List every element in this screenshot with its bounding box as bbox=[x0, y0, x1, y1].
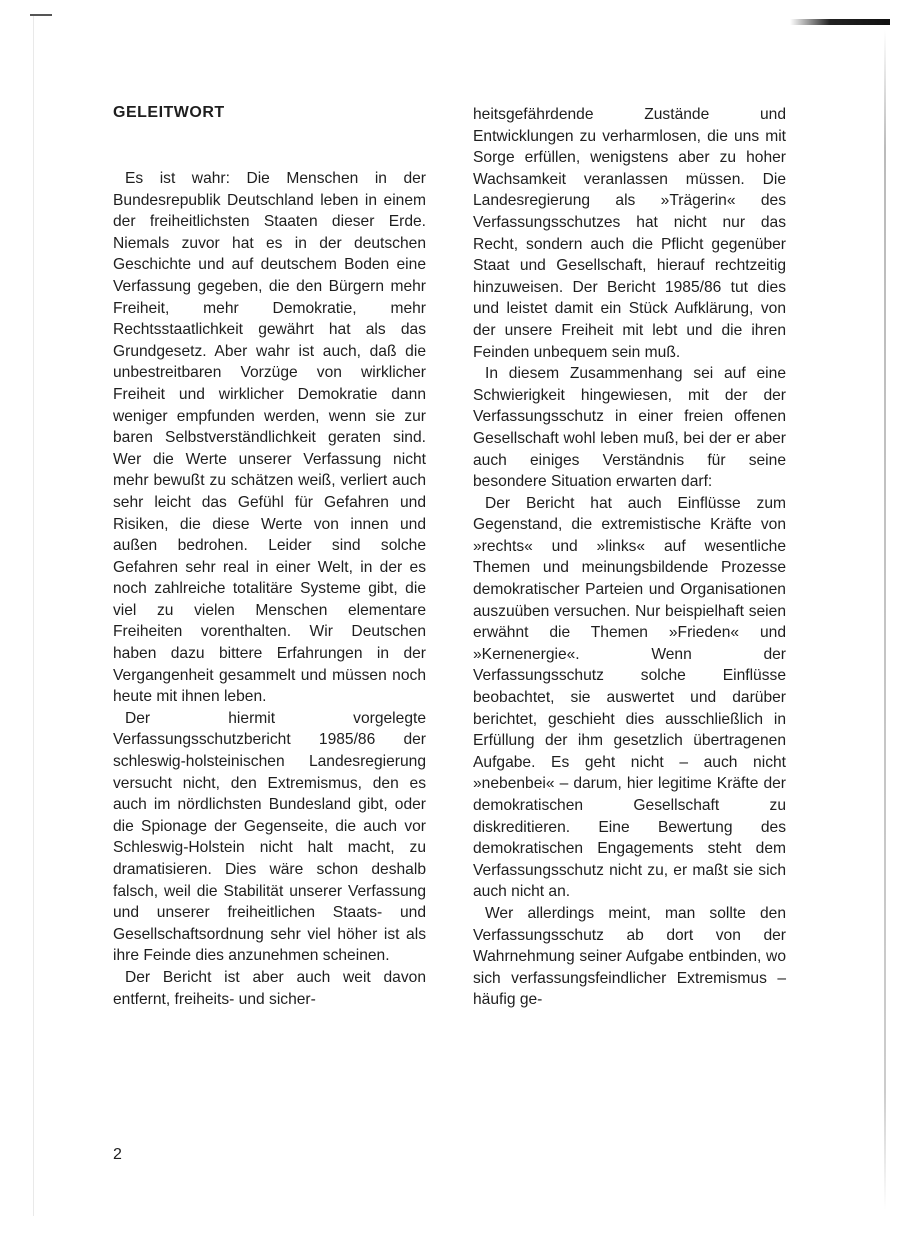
right-column bbox=[473, 104, 786, 1011]
scan-edge-right bbox=[884, 30, 886, 1210]
page-number: 2 bbox=[113, 1146, 122, 1163]
scan-mark-top-left bbox=[30, 14, 52, 16]
scan-edge-left bbox=[33, 16, 34, 1216]
right-paragraph-1: heitsgefährdende Zustände und Entwicklungen zu verharmlosen, die uns mit Sorge erfüllen, wenigstens aber zu hoher Wachsamkeit veranlassen müssen. Die Landesregierung als »Trägerin« des Verfassungsschutzes hat nicht nur das Recht, sondern auch die Pflicht gegenüber Staat und Gesellschaft, hierauf rechtzeitig hinzuweisen. Der Bericht 1985/86 tut dies und leistet damit ein Stück Aufklärung, von der unsere Freiheit mit lebt und die ihren Feinden unbequem sein muß. bbox=[473, 106, 786, 361]
left-column bbox=[113, 168, 426, 1010]
page-heading: GELEITWORT bbox=[113, 104, 225, 121]
left-paragraph-2: Der hiermit vorgelegte Verfassungsschutzbericht 1985/86 der schleswig-holsteinischen Landesregierung versucht nicht, den Extremismus, den es auch im nördlichsten Bundesland gibt, oder die Spionage der Gegenseite, die auch vor Schleswig-Holstein nicht halt macht, zu dramatisieren. Dies wäre schon deshalb falsch, weil die Stabilität unserer Verfassung und unserer freiheitlichen Staats- und Gesellschaftsordnung sehr viel höher ist als ihre Feinde dies anzunehmen scheinen. bbox=[113, 709, 426, 965]
left-paragraph-1: Es ist wahr: Die Menschen in der Bundesrepublik Deutschland leben in einem der freiheitlichsten Staaten dieser Erde. Niemals zuvor hat es in der deutschen Geschichte und auf deutschem Boden eine Verfassung gegeben, die den Bürgern mehr Freiheit, mehr Demokratie, mehr Rechtsstaatlichkeit gewährt hat als das Grundgesetz. Aber wahr ist auch, daß die unbestreitbaren Vorzüge von wirklicher Freiheit und wirklicher Demokratie dann weniger empfunden werden, wenn sie zur baren Selbstverständlichkeit geraten sind. Wer die Werte unserer Verfassung nicht mehr bewußt zu schätzen weiß, verliert auch sehr leicht das Gefühl für Gefahren und Risiken, die diese Werte von innen und außen bedrohen. Leider sind solche Gefahren sehr real in einer Welt, in der es noch zahlreiche totalitäre Systeme gibt, die viel zu vielen Menschen elementare Freiheiten vorenthalten. Wir Deutschen haben dazu bittere Erfahrungen in der Vergangenheit gesammelt und müssen noch heute mit ihnen leben. bbox=[113, 170, 426, 706]
right-paragraph-3: Der Bericht hat auch Einflüsse zum Gegenstand, die extremistische Kräfte von »rechts« und »links« auf wesentliche Themen und meinungsbildende Prozesse demokratischer Parteien und Organisationen auszuüben versuchen. Nur beispielhaft seien erwähnt die Themen »Frieden« und »Kernenergie«. Wenn der Verfassungsschutz solche Einflüsse beobachtet, sie auswertet und darüber berichtet, geschieht dies ausschließlich in Erfüllung der ihm gesetzlich übertragenen Aufgabe. Es geht nicht – auch nicht »nebenbei« – darum, hier legitime Kräfte der demokratischen Gesellschaft zu diskreditieren. Eine Bewertung des demokratischen Engagements steht dem Verfassungsschutz nicht zu, er maßt sie sich auch nicht an. bbox=[473, 494, 786, 901]
left-paragraph-3: Der Bericht ist aber auch weit davon entfernt, freiheits- und sicher- bbox=[113, 968, 426, 1008]
scan-mark-top-right bbox=[790, 19, 890, 25]
right-paragraph-4: Wer allerdings meint, man sollte den Verfassungsschutz ab dort von der Wahrnehmung seiner Aufgabe entbinden, wo sich verfassungsfeindlicher Extremismus – häufig ge- bbox=[473, 904, 786, 1009]
right-paragraph-2: In diesem Zusammenhang sei auf eine Schwierigkeit hingewiesen, mit der der Verfassungsschutz in einer freien offenen Gesellschaft wohl leben muß, bei der er aber auch einiges Verständnis für seine besondere Situation erwarten darf: bbox=[473, 365, 786, 491]
